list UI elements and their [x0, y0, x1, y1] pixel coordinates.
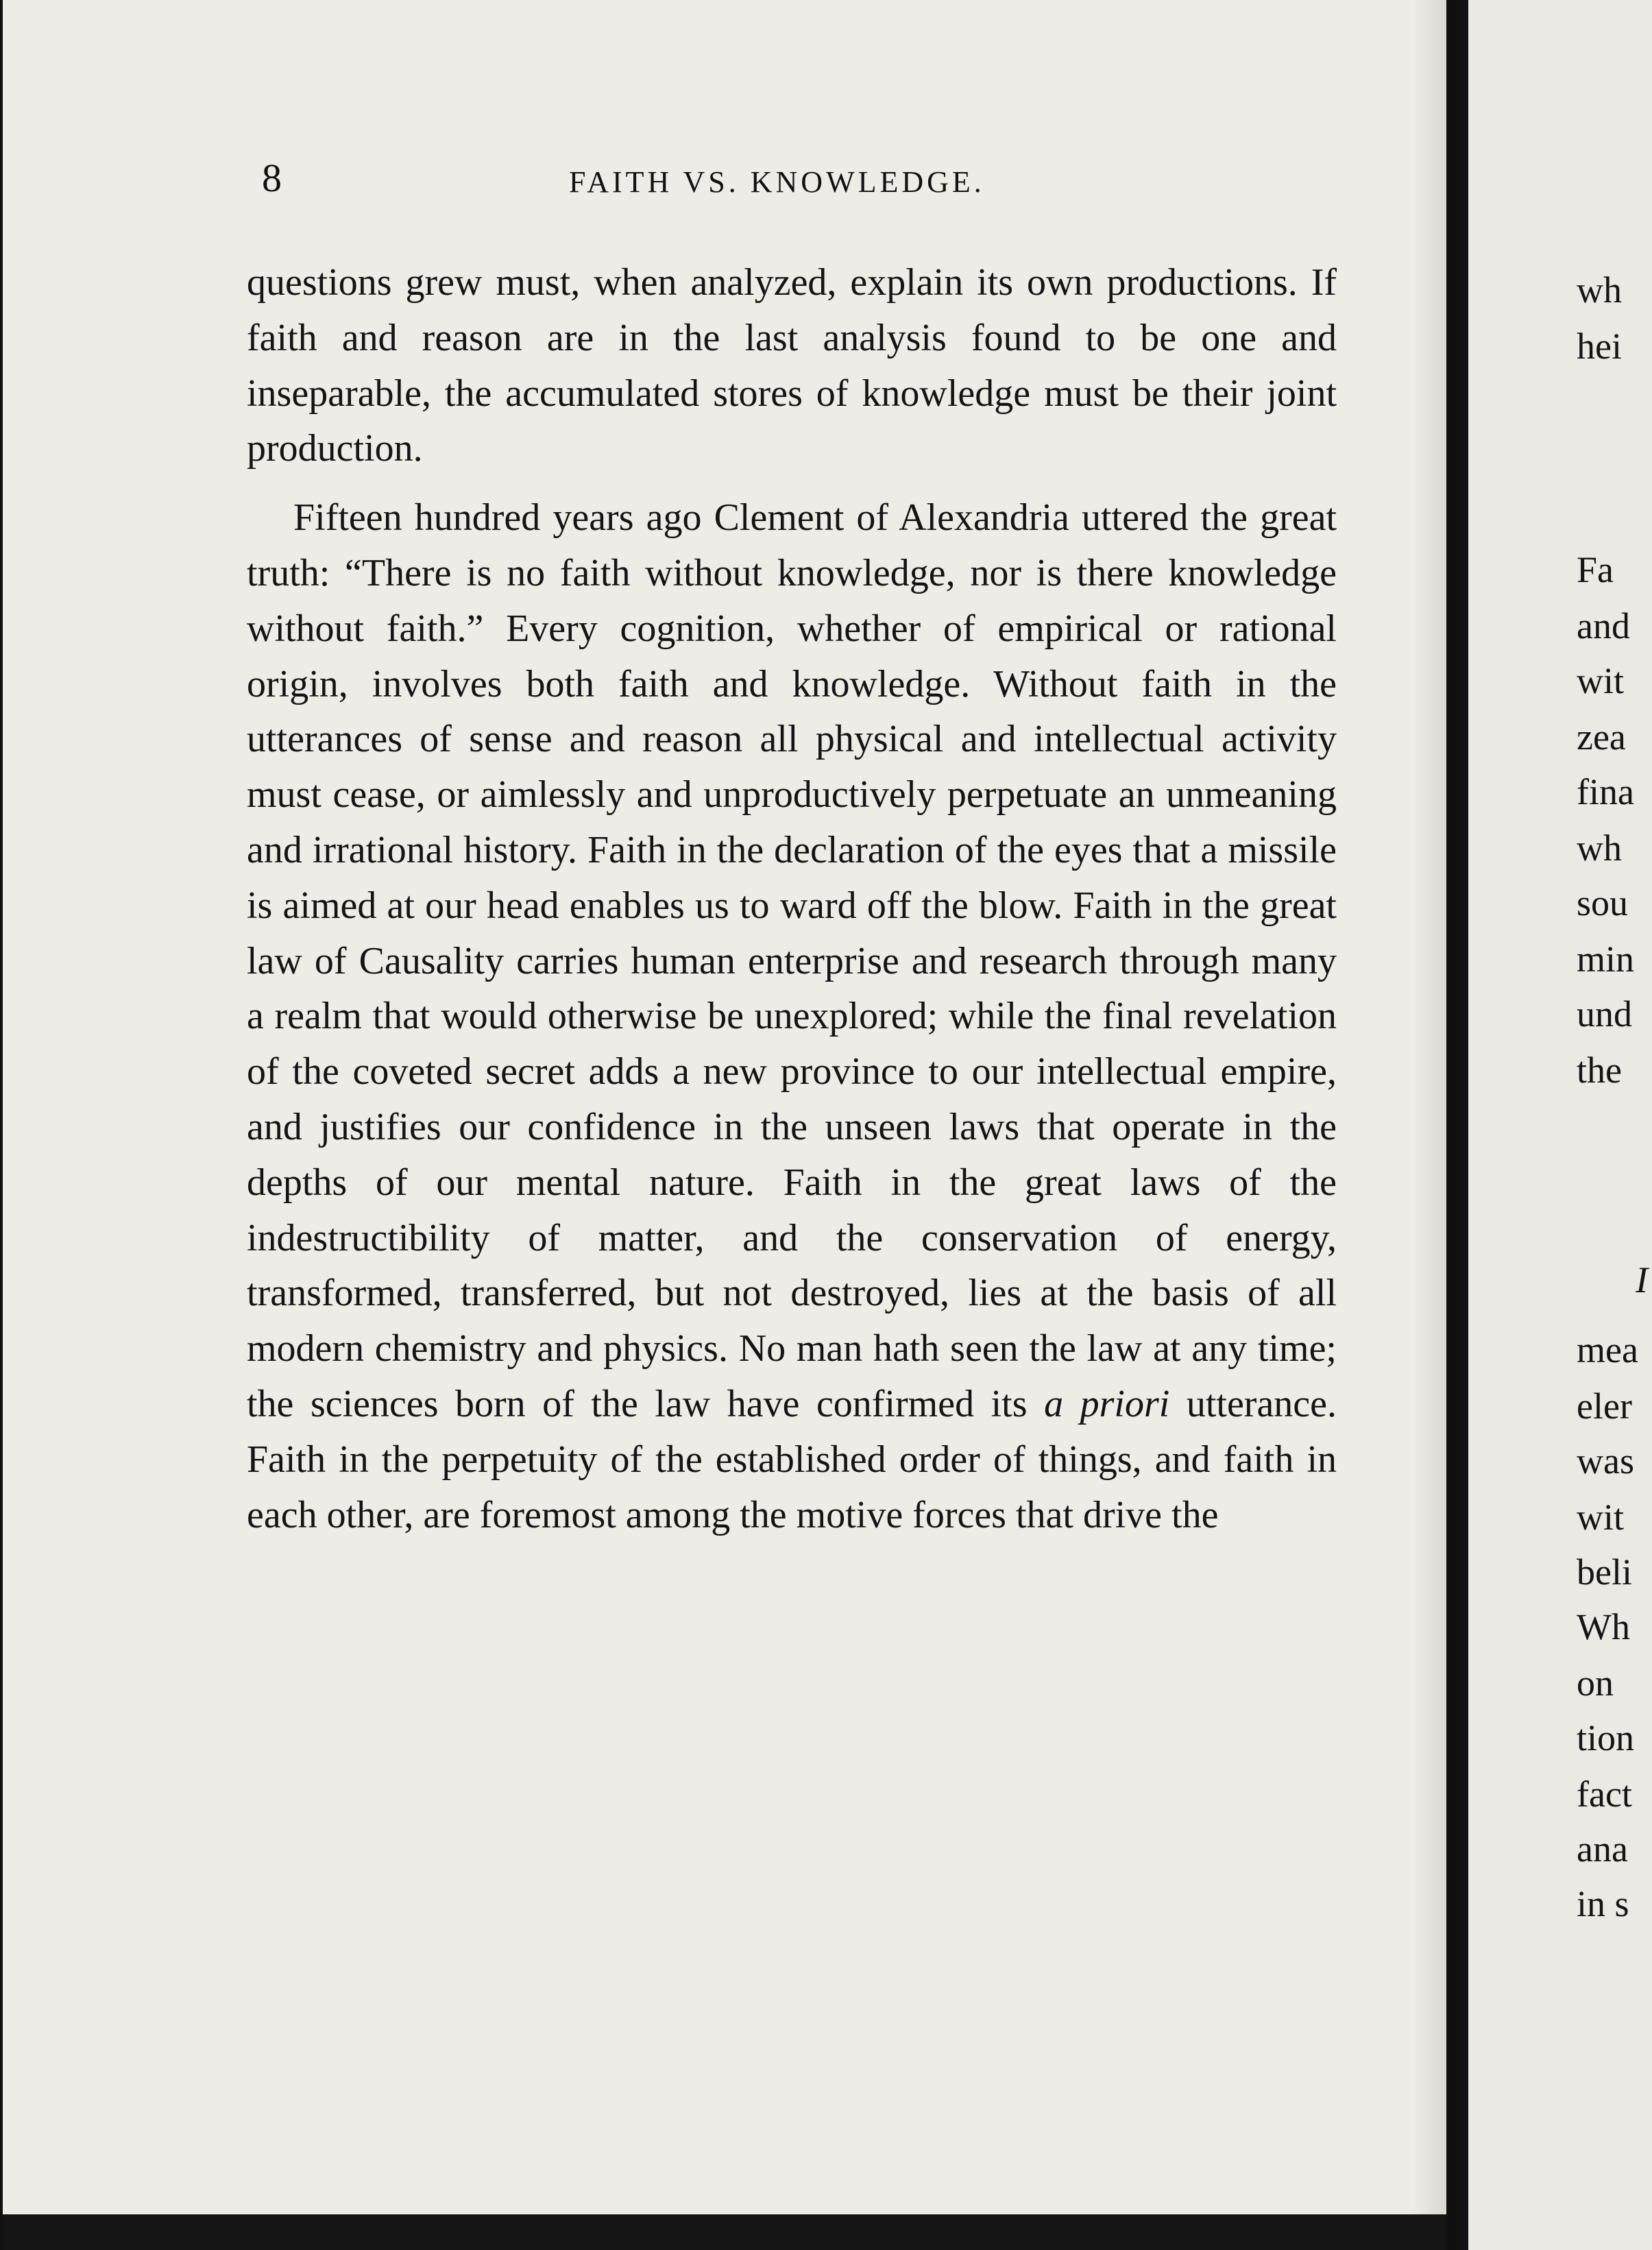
right-fragment-1: wh	[1577, 269, 1622, 311]
paragraph-1-text: questions grew must, when analyzed, explain its own productions. If faith and reason are in the last analysis found to be one and inseparable, the accumulated stores of knowledge must be their joint production.	[247, 261, 1337, 470]
right-fragment-22: fact	[1577, 1774, 1632, 1815]
right-fragment-4: and	[1577, 605, 1630, 646]
paragraph-1	[247, 255, 1337, 476]
right-fragment-13: I	[1636, 1259, 1648, 1301]
right-fragment-8: wh	[1577, 827, 1622, 869]
right-fragment-23: ana	[1577, 1828, 1628, 1870]
right-fragment-2: hei	[1577, 326, 1622, 367]
paragraph-2-text-after: utterance. Faith in the perpetuity of the established order of things, and faith in each other, are foremost among the motive forces that drive the	[247, 1382, 1337, 1536]
gutter-shadow	[1412, 0, 1460, 2250]
page-number: 8	[262, 156, 282, 200]
right-fragment-6: zea	[1577, 716, 1626, 758]
right-fragment-7: fina	[1577, 771, 1634, 812]
right-fragment-12: the	[1577, 1050, 1622, 1091]
right-fragment-11: und	[1577, 993, 1632, 1035]
right-fragment-21: tion	[1577, 1717, 1635, 1758]
body-text	[247, 255, 1337, 1543]
page-bottom-edge	[3, 2214, 1446, 2250]
right-fragment-19: Wh	[1577, 1606, 1630, 1647]
right-fragment-5: wit	[1577, 660, 1625, 701]
right-fragment-20: on	[1577, 1662, 1614, 1704]
right-fragment-24: in s	[1577, 1883, 1629, 1924]
running-head: FAITH VS. KNOWLEDGE.	[569, 165, 985, 199]
right-fragment-3: Fa	[1577, 549, 1614, 590]
paragraph-2-text-before: Fifteen hundred years ago Clement of Alexandria uttered the great truth: “There is no faith without knowledge, nor is there knowledge without faith.” Every cognition, whether of empirical or rational origin, involves both faith and knowledge. Without faith in the utterances of sense and reason all physical and intellectual activity must cease, or aimlessly and unproductively perpetuate an unmeaning and irrational history. Faith in the declaration of the eyes that a missile is aimed at our head enables us to ward off the blow. Faith in the great law of Causality carries human enterprise and research through many a realm that would otherwise be unexplored; while the final revelation of the coveted secret adds a new province to our intellectual empire, and justifies our confidence in the unseen laws that operate in the depths of our mental nature. Faith in the great laws of the indestructibility of matter, and the conservation of energy, transformed, transferred, but not destroyed, lies at the basis of all modern chemistry and physics. No man hath seen the law at any time; the sciences born of the law have confirmed its	[247, 496, 1337, 1425]
right-fragment-15: eler	[1577, 1386, 1632, 1427]
paragraph-2-italic: a priori	[1044, 1382, 1170, 1425]
right-fragment-17: wit	[1577, 1497, 1625, 1538]
right-fragment-16: was	[1577, 1440, 1634, 1481]
right-fragment-10: min	[1577, 939, 1635, 980]
paragraph-2	[247, 490, 1337, 1543]
right-fragment-9: sou	[1577, 882, 1629, 923]
right-fragment-14: mea	[1577, 1329, 1638, 1370]
right-fragment-18: beli	[1577, 1551, 1632, 1593]
